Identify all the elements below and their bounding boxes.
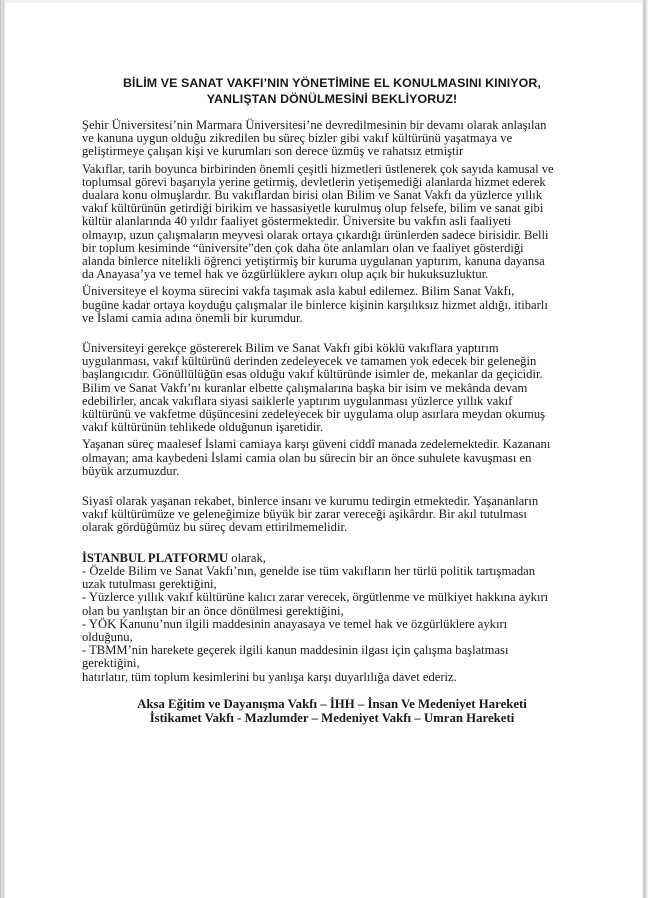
signatories-line: Aksa Eğitim ve Dayanışma Vakfı – İHH – İnsan Ve Medeniyet Hareketi [137,696,527,711]
text-line: vakıf kültürünün getirdiği birikim ve hassasiyetle kurulmuş olup felsefe, bilim ve sanat gibi [82,201,544,216]
closing-line: hatırlatır, tüm toplum kesimlerini bu yanlışa karşı duyarlılığa davet ederiz. [82,669,457,684]
text-line: Siyasî olarak yaşanan rekabet, binlerce insanı ve kurumu tedirgin etmektedir. Yaşananların [82,494,539,509]
text-line: geliştirmeye çalışan kişi ve kurumları son derece üzmüş ve rahatsız etmiştir [82,144,464,159]
text-line: Üniversiteyi gerekçe göstererek Bilim ve Sanat Vakfı gibi köklü vakıflara yaptırım [82,341,499,356]
text-line: kültür alanlarında 40 yıldır faaliyet göstermektedir. Üniversite bu vakfın asli faaliyeti [82,214,512,229]
text-line: dualara konu olmuşlardır. Bu vakıflardan birisi olan Bilim ve Sanat Vakfı da yüzlerce yıllık [82,188,543,203]
text-line: olmayıp, uzun çalışmaların meyvesi olarak ortaya çıkardığı ürünlerden sadece birisidir. Belli [82,227,549,242]
demand-line: - Yüzlerce yıllık vakıf kültürüne kalıcı zarar verecek, örgütlenme ve mülkiyet hakkına aykırı [82,590,549,605]
paragraph-trust [82,438,582,478]
text-line: alanda binlerce nitelikli öğrenci yetiştirmiş bir kuruma uygulanan yaptırım, kanuna dayansa [82,254,545,269]
document-title [82,76,582,107]
platform-name: İSTANBUL PLATFORMU [82,550,229,565]
title-line: YANLIŞTAN DÖNÜLMESİNİ BEKLİYORUZ! [206,91,458,106]
demand-line: gerektiğini, [82,656,140,671]
text-line: da Anayasa’ya ve temel hak ve özgürlüklere aykırı olup açık bir hukuksuzluktur. [82,267,489,282]
paragraph-rivalry [82,495,582,535]
demand-line: - TBMM’nin harekete geçerek ilgili kanun maddesinin ilgası için çalışma başlatması [82,643,509,658]
paragraph-foundations [82,163,582,282]
signatories [82,697,582,726]
platform-intro-suffix: olarak, [228,550,266,565]
scan-right-edge [642,0,648,898]
title-line: BİLİM VE SANAT VAKFI’NIN YÖNETİMİNE EL KONULMASINI KINIYOR, [122,76,542,90]
demand-line: olduğunu, [82,629,133,644]
demand-line: - YÖK Kanunu’nun ilgili maddesinin anayasaya ve temel hak ve özgürlüklere aykırı [82,616,508,631]
press-release-page [82,76,582,726]
text-line: ve İslami camia adına önemli bir kurumdur. [82,310,303,325]
scan-left-edge [0,0,5,898]
text-line: Üniversiteye el koyma sürecini vakfa taşımak asla kabul edilemez. Bilim Sanat Vakfı, [82,284,515,299]
text-line: olarak gördüğümüz bu süreç devam ettirilmemelidir. [82,520,348,535]
text-line: bir toplum kesiminde “üniversite”den çok daha öte anlamları olan ve faaliyet gösterdiği [82,240,524,255]
text-line: vakıf kültürünün tehlikede olduğunun işaretidir. [82,420,323,435]
text-line: toplumsal görevi başarıyla yerine getirmiş, devletlerin yetişemediği alanlarda hizmet ederek [82,174,546,189]
text-line: kültürünü ve vakfetme düşüncesini zedeleyecek bir uygulama olup asırlara meydan okumuş [82,407,546,422]
text-line: Şehir Üniversitesi’nin Marmara Üniversitesi’ne devredilmesinin bir devamı olarak anlaşılan [82,118,547,132]
paragraph-seizure [82,285,582,325]
platform-heading [82,552,582,565]
demand-line: uzak tutulması gerektiğini, [82,577,217,592]
signatories-line: İstikamet Vakfı - Mazlumder – Medeniyet Vakfı – Umran Hareketi [149,711,515,726]
text-line: uygulanması, vakıf kültürünü derinden zedeleyecek ve tamamen yok edecek bir geleneğin [82,354,537,369]
text-line: olmayan; ama kaybedeni İslami camia olan bu sürecin bir an önce suhulete kavuşması en [82,450,532,465]
text-line: Bilim ve Sanat Vakfı’nı kuranlar elbette çalışmalarına başka bir isim ve mekânda devam [82,380,528,395]
text-line: ve kanuna uygun olduğu zikredilen bu süreç bizler gibi vakıf kültürünü yaşatmaya ve [82,131,513,146]
text-line: büyük arzumuzdur. [82,463,180,478]
text-line: bugüne kadar ortaya koyduğu çalışmalar ile binlerce kişinin karşılıksız hizmet aldığı, itibarlı [82,297,548,312]
text-line: edebilirler, ancak vakıflara siyasi saiklerle yaptırım uygulanması yüzlerce yıllık vakıf [82,393,513,408]
text-line: Vakıflar, tarih boyunca birbirinden önemli çeşitli hizmetleri üstlenerek çok sayıda kamusal ve [82,161,554,176]
text-line: Yaşanan süreç maalesef İslami camiaya karşı güveni ciddî manada zedelemektedir. Kazananı [82,437,551,452]
paragraph-sanctions [82,342,582,434]
text-line: vakıf kültürümüze ve geleneğimize büyük bir zarar vereceği aşikârdır. Bir akıl tutulması [82,507,527,522]
scan-top-edge [0,0,648,3]
paragraph-intro [82,119,582,159]
demand-line: olan bu yanlıştan bir an önce dönülmesi gerektiğini, [82,603,344,618]
text-line: başlangıcıdır. Gönüllülüğün esas olduğu vakıf kültüründe isimler de, mekanlar da geçicidir. [82,367,543,382]
demand-line: - Özelde Bilim ve Sanat Vakfı’nın, genelde ise tüm vakıfların her türlü politik tartışmadan [82,563,536,578]
platform-statement [82,552,582,684]
